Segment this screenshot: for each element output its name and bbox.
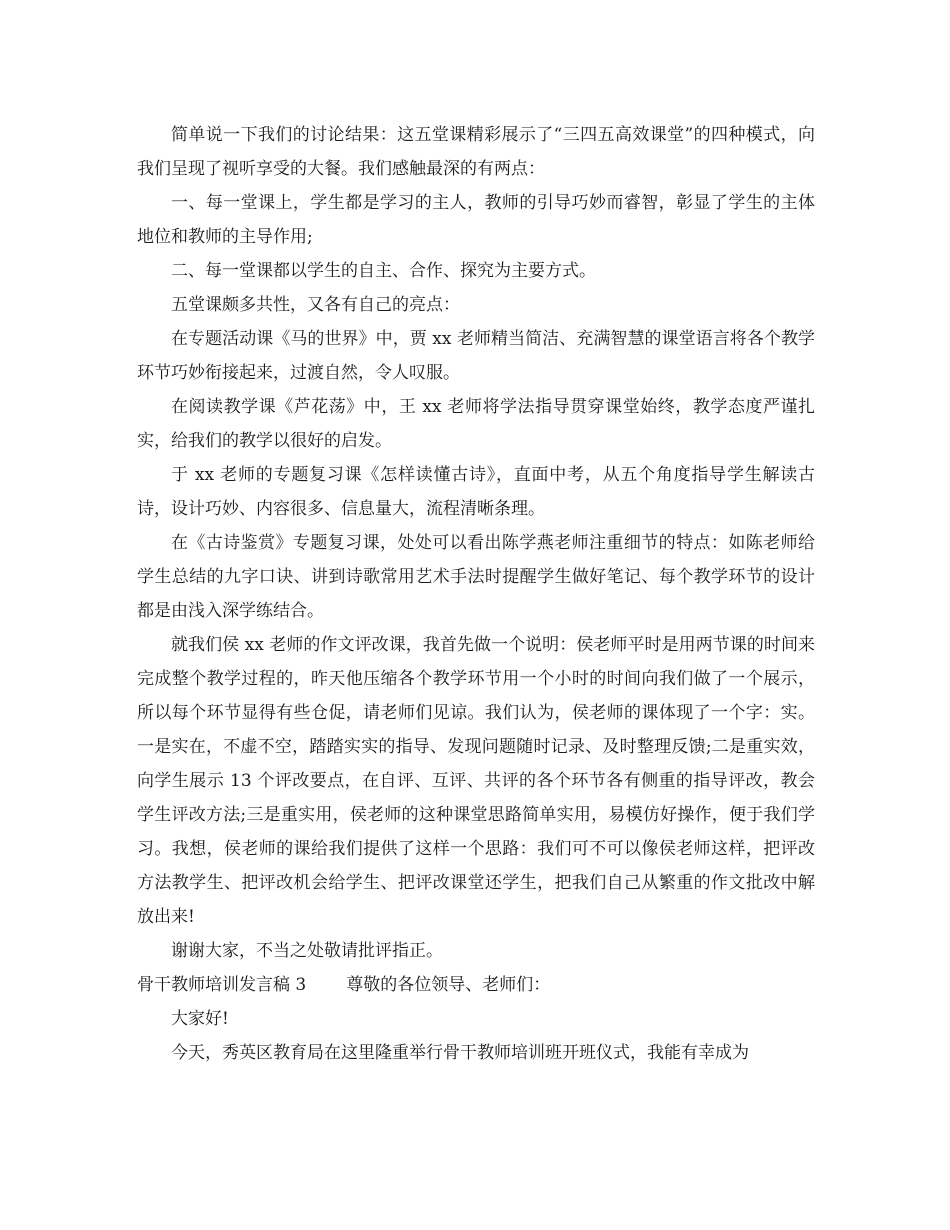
paragraph-horse-world: 在专题活动课《马的世界》中，贾 xx 老师精当简洁、充满智慧的课堂语言将各个教学环节巧妙衔接起来，过渡自然，令人叹服。 — [137, 329, 815, 383]
paragraph-opening: 今天，秀英区教育局在这里隆重举行骨干教师培训班开班仪式，我能有幸成为 — [171, 1043, 749, 1063]
paragraph-composition-review: 就我们侯 xx 老师的作文评改课，我首先做一个说明：侯老师平时是用两节课的时间来完成整个教学过程的，昨天他压缩各个教学环节用一个小时的时间向我们做了一个展示，所以每个环节显得有些仓促，请老师们见谅。我们认为，侯老师的课体现了一个字：实。一是实在，不虚不空，踏踏实实的指导、发现问题随时记录、及时整理反馈;二是重实效，向学生展示 13 个评改要点，在自评、互评、共评的各个环节各有侧重的指导评改，教会学生评改方法;三是重实用，侯老师的这种课堂思路简单实用，易模仿好操作，便于我们学习。我想，侯老师的课给我们提供了这样一个思路：我们可不可以像侯老师这样，把评改方法教学生、把评改机会给学生、把评改课堂还学生，把我们自己从繁重的作文批改中解放出来! — [137, 635, 815, 927]
paragraph-point-two: 二、每一堂课都以学生的自主、合作、探究为主要方式。 — [171, 261, 596, 281]
paragraph-discussion-summary: 简单说一下我们的讨论结果：这五堂课精彩展示了“三四五高效课堂”的四种模式，向我们呈现了视听享受的大餐。我们感触最深的有两点： — [137, 125, 815, 179]
paragraph-greeting: 大家好! — [171, 1009, 229, 1029]
speech-title: 骨干教师培训发言稿 3 — [137, 975, 307, 995]
paragraph-ancient-poetry: 于 xx 老师的专题复习课《怎样读懂古诗》，直面中考，从五个角度指导学生解读古诗，设计巧妙、内容很多、信息量大，流程清晰条理。 — [137, 465, 815, 519]
paragraph-point-one: 一、每一堂课上，学生都是学习的主人，教师的引导巧妙而睿智，彰显了学生的主体地位和教师的主导作用; — [137, 193, 815, 247]
document-body — [137, 118, 815, 1070]
speech-heading-line — [137, 968, 815, 1002]
paragraph-poetry-appreciation: 在《古诗鉴赏》专题复习课，处处可以看出陈学燕老师注重细节的特点：如陈老师给学生总结的九字口诀、讲到诗歌常用艺术手法时提醒学生做好笔记、每个教学环节的设计都是由浅入深学练结合。 — [137, 533, 815, 621]
speech-salutation: 尊敬的各位领导、老师们： — [346, 975, 551, 995]
paragraph-commonality: 五堂课颇多共性，又各有自己的亮点： — [171, 295, 460, 315]
paragraph-thanks: 谢谢大家，不当之处敬请批评指正。 — [171, 941, 443, 961]
paragraph-reed-marsh: 在阅读教学课《芦花荡》中，王 xx 老师将学法指导贯穿课堂始终，教学态度严谨扎实，给我们的教学以很好的启发。 — [137, 397, 815, 451]
